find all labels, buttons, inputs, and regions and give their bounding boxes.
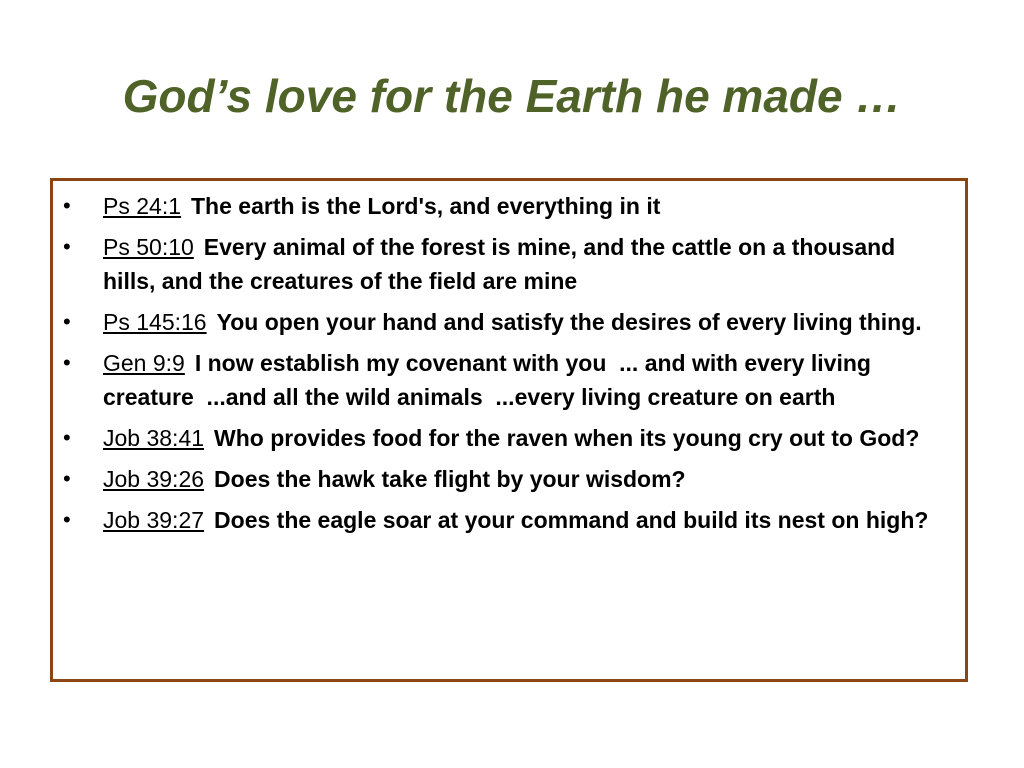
verse-reference: Gen 9:9 <box>103 350 185 376</box>
verse-reference: Job 39:27 <box>103 507 205 533</box>
verse-text: Every animal of the forest is mine, and the cattle on a thousand hills, and the creatures of the field are mine <box>103 234 896 294</box>
list-item <box>61 462 953 496</box>
verse-reference: Job 39:26 <box>103 466 205 492</box>
verse-reference: Job 38:41 <box>103 425 205 451</box>
bullet-icon: • <box>63 309 71 334</box>
bullet-icon: • <box>63 466 71 491</box>
list-item <box>61 421 953 455</box>
list-item <box>61 189 953 223</box>
list-item <box>61 230 953 298</box>
verse-text: Does the eagle soar at your command and build its nest on high? <box>214 507 929 533</box>
verse-box <box>50 178 968 682</box>
bullet-icon: • <box>63 507 71 532</box>
verse-reference: Ps 24:1 <box>103 193 181 219</box>
list-item <box>61 305 953 339</box>
verse-text: The earth is the Lord's, and everything in it <box>191 193 661 219</box>
list-item <box>61 503 953 537</box>
verse-text: Who provides food for the raven when its young cry out to God? <box>214 425 920 451</box>
verse-text: You open your hand and satisfy the desires of every living thing. <box>216 309 922 335</box>
verse-reference: Ps 145:16 <box>103 309 207 335</box>
bullet-icon: • <box>63 234 71 259</box>
verse-reference: Ps 50:10 <box>103 234 194 260</box>
verse-text: Does the hawk take flight by your wisdom? <box>214 466 686 492</box>
verse-list <box>61 189 953 537</box>
bullet-icon: • <box>63 425 71 450</box>
bullet-icon: • <box>63 350 71 375</box>
slide-title: God’s love for the Earth he made … <box>122 70 902 122</box>
verse-text: I now establish my covenant with you ... and with every living creature ...and all the wild animals ...every living creature on earth <box>103 350 878 410</box>
bullet-icon: • <box>63 193 71 218</box>
list-item <box>61 346 953 414</box>
